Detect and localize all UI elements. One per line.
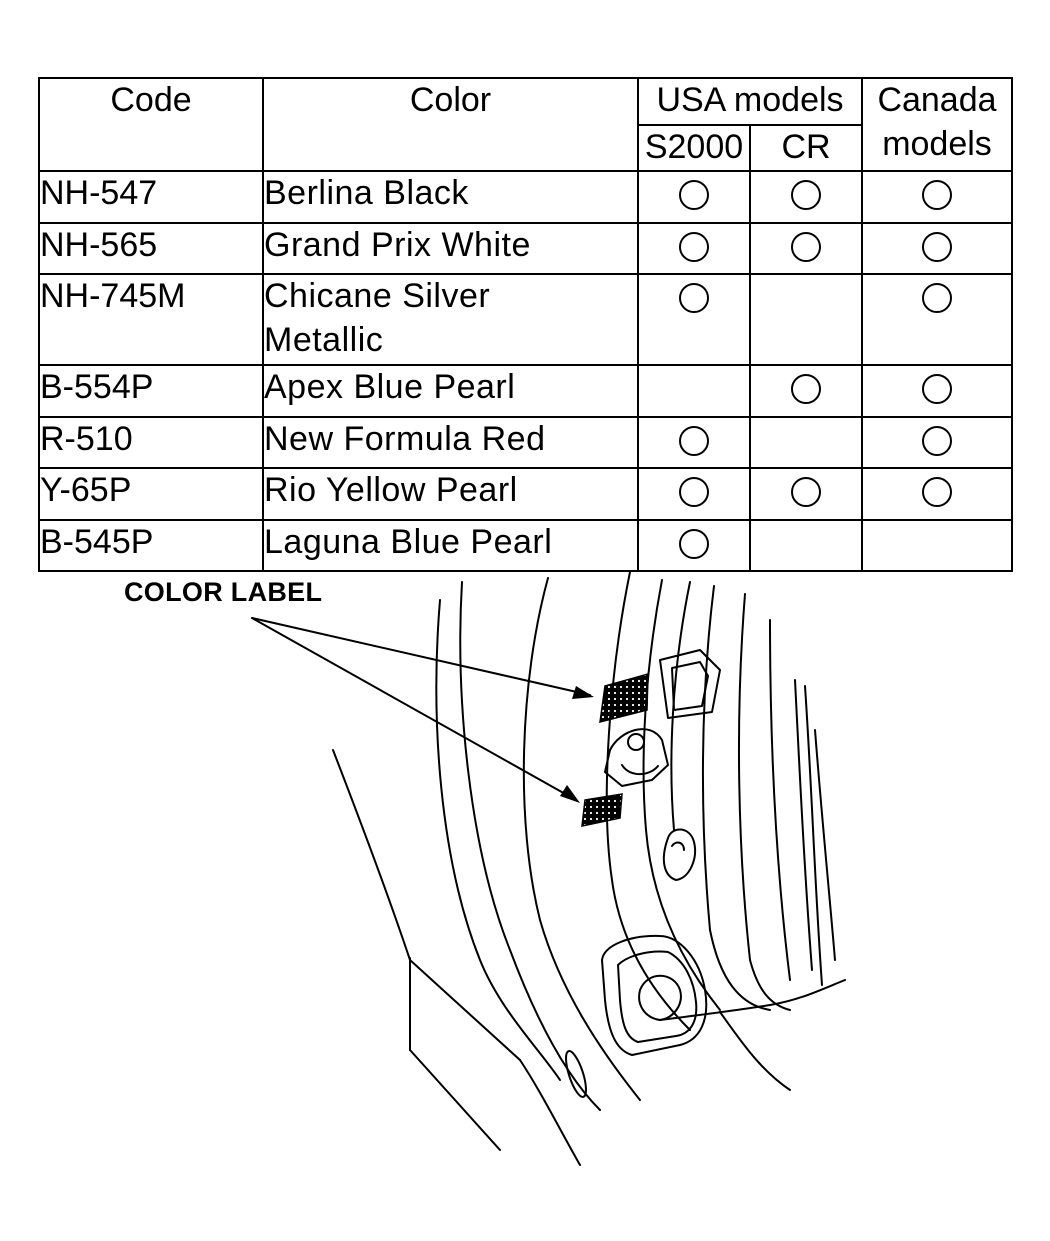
striker-plate xyxy=(602,936,706,1055)
color-cell xyxy=(263,274,638,365)
available-circle-icon xyxy=(791,180,821,210)
code-cell: NH-745M xyxy=(39,274,263,365)
available-circle-icon xyxy=(791,232,821,262)
color-cell: Berlina Black xyxy=(263,171,638,223)
s2000-mark-cell xyxy=(638,417,750,469)
code-cell: B-554P xyxy=(39,365,263,417)
table-row xyxy=(39,365,1012,417)
latch-tab xyxy=(605,729,668,786)
table-row xyxy=(39,274,1012,365)
paint-color-table xyxy=(38,77,1013,572)
door-jamb-outline xyxy=(333,572,845,1165)
table-row xyxy=(39,223,1012,275)
available-circle-icon xyxy=(679,180,709,210)
usa-models-header: USA models xyxy=(638,78,862,125)
color-cell: Grand Prix White xyxy=(263,223,638,275)
canada-header-line2: models xyxy=(882,124,992,163)
table-row xyxy=(39,171,1012,223)
available-circle-icon xyxy=(679,529,709,559)
available-circle-icon xyxy=(922,180,952,210)
door-clip xyxy=(664,829,695,880)
drain-slot xyxy=(562,1049,590,1099)
code-cell: NH-547 xyxy=(39,171,263,223)
code-cell: B-545P xyxy=(39,520,263,572)
canada-mark-cell xyxy=(862,274,1012,365)
available-circle-icon xyxy=(922,374,952,404)
s2000-mark-cell xyxy=(638,468,750,520)
door-jamb-illustration xyxy=(0,560,1050,1241)
canada-header-line1: Canada xyxy=(877,81,997,119)
cr-mark-cell xyxy=(750,171,862,223)
cr-mark-cell xyxy=(750,468,862,520)
available-circle-icon xyxy=(679,232,709,262)
available-circle-icon xyxy=(679,426,709,456)
available-circle-icon xyxy=(922,477,952,507)
cr-mark-cell xyxy=(750,223,862,275)
canada-mark-cell xyxy=(862,223,1012,275)
code-cell: NH-565 xyxy=(39,223,263,275)
cr-header: CR xyxy=(750,125,862,171)
canada-mark-cell xyxy=(862,171,1012,223)
striker-bracket xyxy=(660,650,720,718)
available-circle-icon xyxy=(679,477,709,507)
cr-mark-cell xyxy=(750,365,862,417)
cr-mark-cell xyxy=(750,274,862,365)
color-cell: Apex Blue Pearl xyxy=(263,365,638,417)
available-circle-icon xyxy=(922,426,952,456)
cr-mark-cell xyxy=(750,417,862,469)
table-row xyxy=(39,468,1012,520)
available-circle-icon xyxy=(922,232,952,262)
s2000-header: S2000 xyxy=(638,125,750,171)
color-header: Color xyxy=(263,78,638,171)
color-line1: Chicane Silver xyxy=(264,277,491,316)
available-circle-icon xyxy=(922,283,952,313)
canada-mark-cell xyxy=(862,468,1012,520)
canada-mark-cell xyxy=(862,417,1012,469)
code-cell: R-510 xyxy=(39,417,263,469)
canada-models-header xyxy=(862,78,1012,171)
color-line2: Metallic xyxy=(264,320,384,359)
table-row xyxy=(39,417,1012,469)
code-cell: Y-65P xyxy=(39,468,263,520)
s2000-mark-cell xyxy=(638,223,750,275)
code-header: Code xyxy=(39,78,263,171)
s2000-mark-cell xyxy=(638,365,750,417)
available-circle-icon xyxy=(791,374,821,404)
available-circle-icon xyxy=(679,283,709,313)
s2000-mark-cell xyxy=(638,274,750,365)
color-label-callout: COLOR LABEL xyxy=(124,577,323,607)
color-cell: New Formula Red xyxy=(263,417,638,469)
available-circle-icon xyxy=(791,477,821,507)
s2000-mark-cell xyxy=(638,171,750,223)
callout-arrows xyxy=(252,618,594,803)
color-cell: Laguna Blue Pearl xyxy=(263,520,638,572)
canada-mark-cell xyxy=(862,365,1012,417)
color-cell: Rio Yellow Pearl xyxy=(263,468,638,520)
